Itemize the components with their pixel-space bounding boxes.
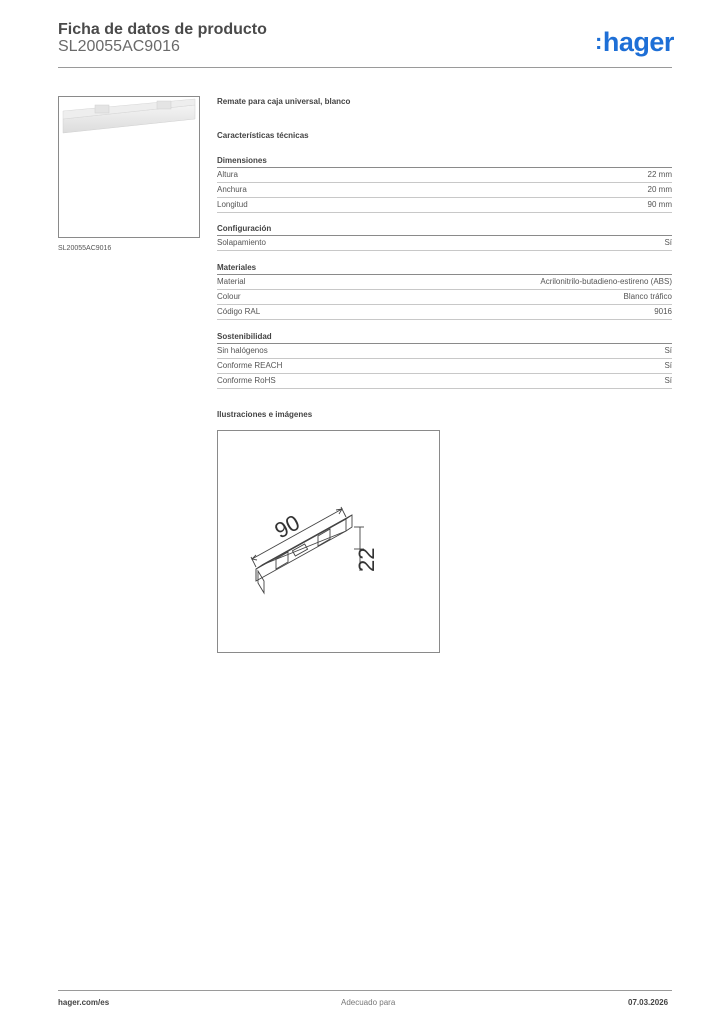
product-description: Remate para caja universal, blanco bbox=[217, 97, 351, 106]
spec-value: 90 mm bbox=[647, 200, 672, 209]
illustrations-heading: Ilustraciones e imágenes bbox=[217, 410, 313, 419]
section-title: Configuración bbox=[217, 223, 672, 236]
section-title: Sostenibilidad bbox=[217, 331, 672, 344]
section-configuracion bbox=[217, 223, 672, 251]
product-reference: SL20055AC9016 bbox=[58, 38, 180, 55]
spec-label: Sin halógenos bbox=[217, 346, 268, 355]
spec-row bbox=[217, 168, 672, 183]
spec-row bbox=[217, 290, 672, 305]
logo-text: hager bbox=[602, 27, 674, 57]
spec-label: Material bbox=[217, 277, 246, 286]
spec-value: 22 mm bbox=[647, 170, 672, 179]
spec-label: Código RAL bbox=[217, 307, 261, 316]
spec-label: Altura bbox=[217, 170, 238, 179]
spec-row bbox=[217, 236, 672, 251]
spec-row bbox=[217, 198, 672, 213]
spec-row bbox=[217, 359, 672, 374]
spec-value: Sí bbox=[664, 361, 672, 370]
dim-height-label: 22 bbox=[354, 547, 379, 572]
header-divider bbox=[58, 67, 672, 68]
technical-drawing bbox=[217, 430, 440, 653]
section-materiales bbox=[217, 262, 672, 320]
section-dimensiones bbox=[217, 155, 672, 213]
spec-value: Sí bbox=[664, 238, 672, 247]
spec-label: Anchura bbox=[217, 185, 247, 194]
footer-website-link[interactable]: hager.com/es bbox=[58, 998, 110, 1007]
spec-value: 20 mm bbox=[647, 185, 672, 194]
section-sostenibilidad bbox=[217, 331, 672, 389]
spec-row bbox=[217, 374, 672, 389]
spec-label: Conforme REACH bbox=[217, 361, 283, 370]
product-photo-icon bbox=[59, 97, 199, 237]
spec-row bbox=[217, 183, 672, 198]
spec-value: Acrilonitrilo-butadieno-estireno (ABS) bbox=[540, 277, 672, 286]
spec-value: Sí bbox=[664, 346, 672, 355]
section-title: Dimensiones bbox=[217, 155, 672, 168]
brand-logo bbox=[595, 27, 674, 58]
spec-label: Colour bbox=[217, 292, 241, 301]
spec-label: Longitud bbox=[217, 200, 248, 209]
spec-row bbox=[217, 344, 672, 359]
spec-value: 9016 bbox=[654, 307, 672, 316]
spec-value: Blanco tráfico bbox=[623, 292, 672, 301]
thumbnail-caption: SL20055AC9016 bbox=[58, 245, 112, 252]
spec-label: Solapamiento bbox=[217, 238, 266, 247]
page-title: Ficha de datos de producto bbox=[58, 21, 267, 38]
spec-value: Sí bbox=[664, 376, 672, 385]
spec-row bbox=[217, 275, 672, 290]
footer-date: 07.03.2026 bbox=[628, 998, 669, 1007]
dimension-drawing-icon bbox=[218, 431, 439, 652]
technical-heading: Características técnicas bbox=[217, 131, 309, 140]
spec-label: Conforme RoHS bbox=[217, 376, 276, 385]
section-title: Materiales bbox=[217, 262, 672, 275]
footer-divider bbox=[58, 990, 672, 991]
spec-row bbox=[217, 305, 672, 320]
footer-suitable-for: Adecuado para bbox=[341, 998, 396, 1007]
dim-length-label: 90 bbox=[270, 509, 304, 544]
product-thumbnail bbox=[58, 96, 200, 238]
logo-dots-icon: : bbox=[595, 29, 602, 54]
